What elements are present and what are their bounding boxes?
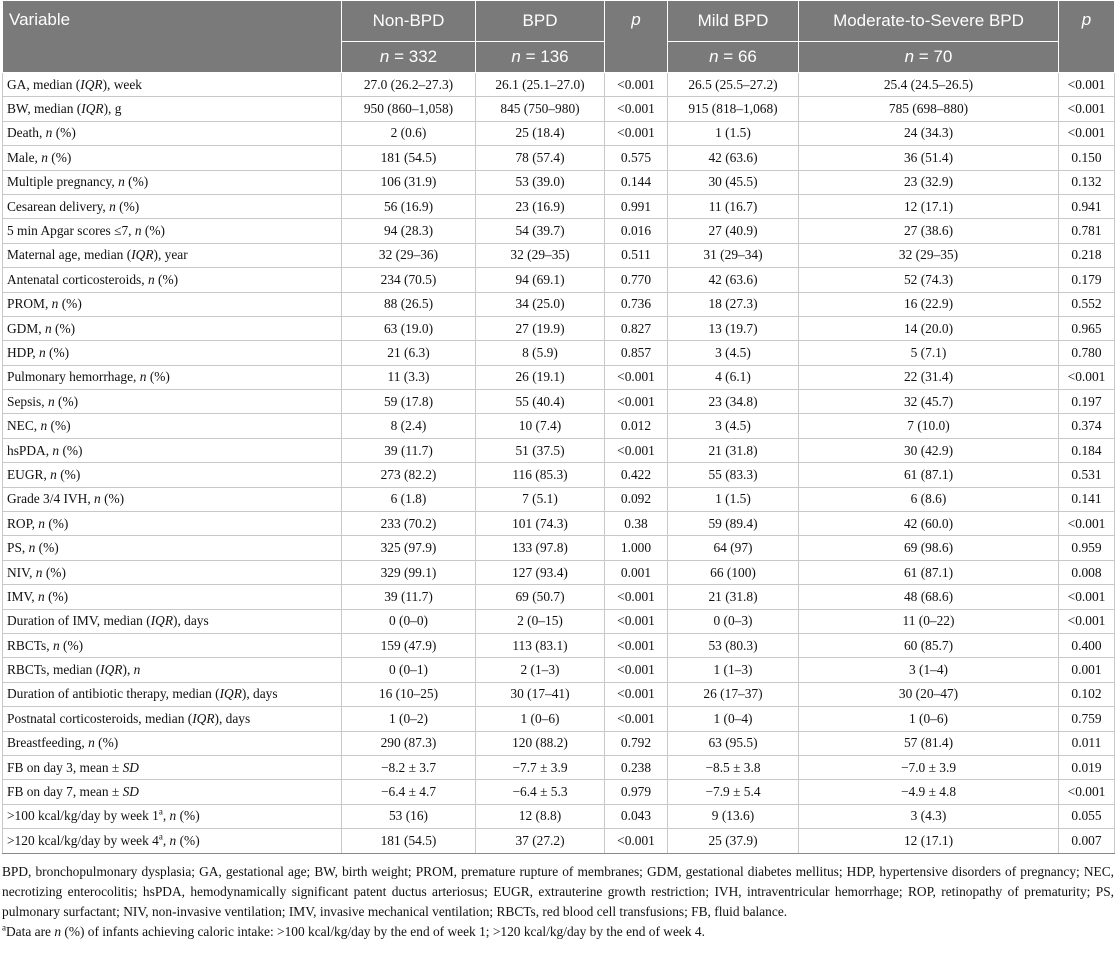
- cell-p-value: <0.001: [605, 609, 668, 633]
- cell-p-value: 0.511: [605, 243, 668, 267]
- cell-non-bpd: 106 (31.9): [342, 170, 476, 194]
- cell-non-bpd: 233 (70.2): [342, 512, 476, 536]
- cell-p-value: 0.422: [605, 463, 668, 487]
- cell-p-value: <0.001: [605, 97, 668, 121]
- cell-bpd: 53 (39.0): [476, 170, 605, 194]
- cell-non-bpd: 32 (29–36): [342, 243, 476, 267]
- cell-p-value: <0.001: [605, 438, 668, 462]
- header-n-non-bpd: [342, 42, 476, 73]
- table-row: [3, 512, 1115, 536]
- table-row: [3, 390, 1115, 414]
- cell-p-value-2: <0.001: [1059, 609, 1115, 633]
- cell-variable: RBCTs, n (%): [3, 633, 342, 657]
- cell-bpd: 23 (16.9): [476, 194, 605, 218]
- cell-mild-bpd: 30 (45.5): [668, 170, 799, 194]
- cell-bpd: 27 (19.9): [476, 316, 605, 340]
- cell-moderate-severe-bpd: 30 (42.9): [799, 438, 1059, 462]
- cell-p-value: <0.001: [605, 365, 668, 389]
- cell-moderate-severe-bpd: 69 (98.6): [799, 536, 1059, 560]
- cell-mild-bpd: 66 (100): [668, 560, 799, 584]
- cell-bpd: 34 (25.0): [476, 292, 605, 316]
- cell-mild-bpd: 59 (89.4): [668, 512, 799, 536]
- cell-mild-bpd: −8.5 ± 3.8: [668, 755, 799, 779]
- cell-bpd: 116 (85.3): [476, 463, 605, 487]
- n-value: n = 332: [379, 47, 438, 66]
- cell-p-value: 0.092: [605, 487, 668, 511]
- cell-moderate-severe-bpd: 61 (87.1): [799, 463, 1059, 487]
- table-row: [3, 243, 1115, 267]
- cell-non-bpd: 0 (0–1): [342, 658, 476, 682]
- table-row: [3, 316, 1115, 340]
- cell-p-value-2: 0.132: [1059, 170, 1115, 194]
- cell-mild-bpd: 23 (34.8): [668, 390, 799, 414]
- cell-bpd: 2 (1–3): [476, 658, 605, 682]
- cell-bpd: 133 (97.8): [476, 536, 605, 560]
- cell-moderate-severe-bpd: 12 (17.1): [799, 194, 1059, 218]
- cell-p-value: 0.043: [605, 804, 668, 828]
- cell-moderate-severe-bpd: 25.4 (24.5–26.5): [799, 73, 1059, 97]
- table-row: [3, 633, 1115, 657]
- table-row: [3, 219, 1115, 243]
- cell-non-bpd: 290 (87.3): [342, 731, 476, 755]
- cell-p-value: <0.001: [605, 829, 668, 853]
- cell-mild-bpd: −7.9 ± 5.4: [668, 780, 799, 804]
- cell-bpd: 845 (750–980): [476, 97, 605, 121]
- table-row: [3, 682, 1115, 706]
- cell-moderate-severe-bpd: 11 (0–22): [799, 609, 1059, 633]
- cell-non-bpd: 159 (47.9): [342, 633, 476, 657]
- cell-p-value-2: <0.001: [1059, 97, 1115, 121]
- table-row: [3, 268, 1115, 292]
- cell-p-value: <0.001: [605, 585, 668, 609]
- cell-p-value-2: 0.218: [1059, 243, 1115, 267]
- cell-moderate-severe-bpd: 14 (20.0): [799, 316, 1059, 340]
- cell-non-bpd: −8.2 ± 3.7: [342, 755, 476, 779]
- cell-p-value-2: 0.941: [1059, 194, 1115, 218]
- cell-variable: Duration of IMV, median (IQR), days: [3, 609, 342, 633]
- cell-p-value: 0.770: [605, 268, 668, 292]
- cell-moderate-severe-bpd: 60 (85.7): [799, 633, 1059, 657]
- cell-moderate-severe-bpd: 48 (68.6): [799, 585, 1059, 609]
- cell-bpd: 10 (7.4): [476, 414, 605, 438]
- cell-bpd: 2 (0–15): [476, 609, 605, 633]
- cell-bpd: 8 (5.9): [476, 341, 605, 365]
- table-row: [3, 341, 1115, 365]
- cell-mild-bpd: 18 (27.3): [668, 292, 799, 316]
- footnote-abbreviations: BPD, bronchopulmonary dysplasia; GA, gestational age; BW, birth weight; PROM, premature rupture of membranes; GDM, gestational diabetes mellitus; HDP, hypertensive disorders of pregnancy; NEC, necrotizing enterocolitis; hsPDA, hemodynamically significant patent ductus arteriosus; EUGR, extrauterine growth restriction; IVH, intraventricular hemorrhage; ROP, retinopathy of prematurity; PS, pulmonary surfactant; NIV, non-invasive ventilation; IMV, invasive mechanical ventilation; RBCTs, red blood cell transfusions; FB, fluid balance.: [2, 863, 1114, 919]
- cell-variable: NIV, n (%): [3, 560, 342, 584]
- cell-p-value-2: 0.019: [1059, 755, 1115, 779]
- cell-moderate-severe-bpd: 24 (34.3): [799, 121, 1059, 145]
- cell-p-value-2: <0.001: [1059, 780, 1115, 804]
- header-n-mild: [668, 42, 799, 73]
- cell-mild-bpd: 26 (17–37): [668, 682, 799, 706]
- cell-non-bpd: 950 (860–1,058): [342, 97, 476, 121]
- cell-p-value-2: 0.780: [1059, 341, 1115, 365]
- cell-variable: FB on day 3, mean ± SD: [3, 755, 342, 779]
- cell-moderate-severe-bpd: 42 (60.0): [799, 512, 1059, 536]
- cell-non-bpd: 329 (99.1): [342, 560, 476, 584]
- cell-p-value-2: 0.011: [1059, 731, 1115, 755]
- cell-non-bpd: −6.4 ± 4.7: [342, 780, 476, 804]
- table-row: [3, 731, 1115, 755]
- table-row: [3, 365, 1115, 389]
- cell-p-value-2: <0.001: [1059, 585, 1115, 609]
- cell-non-bpd: 325 (97.9): [342, 536, 476, 560]
- cell-p-value: 0.991: [605, 194, 668, 218]
- table-row: [3, 146, 1115, 170]
- cell-non-bpd: 181 (54.5): [342, 829, 476, 853]
- cell-mild-bpd: 1 (0–4): [668, 707, 799, 731]
- cell-bpd: −6.4 ± 5.3: [476, 780, 605, 804]
- cell-p-value-2: <0.001: [1059, 365, 1115, 389]
- cell-variable: EUGR, n (%): [3, 463, 342, 487]
- cell-variable: Death, n (%): [3, 121, 342, 145]
- table-row: [3, 804, 1115, 828]
- cell-mild-bpd: 21 (31.8): [668, 585, 799, 609]
- cell-p-value: 0.792: [605, 731, 668, 755]
- table-row: [3, 292, 1115, 316]
- header-p-label-2: p: [1081, 10, 1092, 29]
- cell-p-value-2: 0.759: [1059, 707, 1115, 731]
- cell-variable: Grade 3/4 IVH, n (%): [3, 487, 342, 511]
- cell-non-bpd: 16 (10–25): [342, 682, 476, 706]
- cell-moderate-severe-bpd: −4.9 ± 4.8: [799, 780, 1059, 804]
- table-row: [3, 487, 1115, 511]
- cell-p-value: 0.001: [605, 560, 668, 584]
- table-row: [3, 170, 1115, 194]
- cell-mild-bpd: 21 (31.8): [668, 438, 799, 462]
- header-moderate-severe-bpd: Moderate-to-Severe BPD: [799, 1, 1059, 42]
- header-row: [3, 1, 1115, 42]
- cell-mild-bpd: 53 (80.3): [668, 633, 799, 657]
- cell-bpd: 113 (83.1): [476, 633, 605, 657]
- cell-variable: 5 min Apgar scores ≤7, n (%): [3, 219, 342, 243]
- cell-moderate-severe-bpd: 3 (4.3): [799, 804, 1059, 828]
- table-row: [3, 780, 1115, 804]
- table-row: [3, 438, 1115, 462]
- cell-mild-bpd: 26.5 (25.5–27.2): [668, 73, 799, 97]
- cell-mild-bpd: 11 (16.7): [668, 194, 799, 218]
- table-row: [3, 414, 1115, 438]
- cell-moderate-severe-bpd: 16 (22.9): [799, 292, 1059, 316]
- cell-p-value: 0.38: [605, 512, 668, 536]
- cell-variable: Multiple pregnancy, n (%): [3, 170, 342, 194]
- cell-variable: Duration of antibiotic therapy, median (IQR), days: [3, 682, 342, 706]
- cell-p-value-2: 0.959: [1059, 536, 1115, 560]
- cell-variable: Maternal age, median (IQR), year: [3, 243, 342, 267]
- cell-non-bpd: 94 (28.3): [342, 219, 476, 243]
- cell-p-value-2: 0.400: [1059, 633, 1115, 657]
- cell-p-value-2: 0.141: [1059, 487, 1115, 511]
- cell-p-value-2: 0.001: [1059, 658, 1115, 682]
- cell-mild-bpd: 64 (97): [668, 536, 799, 560]
- cell-p-value: 0.827: [605, 316, 668, 340]
- cell-bpd: 54 (39.7): [476, 219, 605, 243]
- cell-bpd: 51 (37.5): [476, 438, 605, 462]
- cell-p-value: <0.001: [605, 658, 668, 682]
- cell-variable: PROM, n (%): [3, 292, 342, 316]
- table-row: [3, 463, 1115, 487]
- cell-moderate-severe-bpd: 32 (29–35): [799, 243, 1059, 267]
- table-row: [3, 609, 1115, 633]
- cell-variable: Male, n (%): [3, 146, 342, 170]
- cell-variable: Pulmonary hemorrhage, n (%): [3, 365, 342, 389]
- cell-bpd: 101 (74.3): [476, 512, 605, 536]
- cell-non-bpd: 181 (54.5): [342, 146, 476, 170]
- cell-mild-bpd: 25 (37.9): [668, 829, 799, 853]
- cell-moderate-severe-bpd: 3 (1–4): [799, 658, 1059, 682]
- cell-mild-bpd: 31 (29–34): [668, 243, 799, 267]
- cell-p-value: 1.000: [605, 536, 668, 560]
- cell-mild-bpd: 1 (1–3): [668, 658, 799, 682]
- cell-p-value-2: 0.008: [1059, 560, 1115, 584]
- cell-non-bpd: 39 (11.7): [342, 438, 476, 462]
- cell-mild-bpd: 55 (83.3): [668, 463, 799, 487]
- cell-bpd: 37 (27.2): [476, 829, 605, 853]
- cell-variable: >100 kcal/kg/day by week 1$^a$, n (%): [3, 804, 342, 828]
- table-row: [3, 536, 1115, 560]
- cell-moderate-severe-bpd: 5 (7.1): [799, 341, 1059, 365]
- cell-bpd: 12 (8.8): [476, 804, 605, 828]
- cell-variable: NEC, n (%): [3, 414, 342, 438]
- cell-mild-bpd: 13 (19.7): [668, 316, 799, 340]
- cell-mild-bpd: 9 (13.6): [668, 804, 799, 828]
- cell-p-value-2: 0.007: [1059, 829, 1115, 853]
- cell-p-value-2: <0.001: [1059, 73, 1115, 97]
- cell-variable: >120 kcal/kg/day by week 4$^a$, n (%): [3, 829, 342, 853]
- cell-moderate-severe-bpd: 23 (32.9): [799, 170, 1059, 194]
- cell-p-value-2: 0.374: [1059, 414, 1115, 438]
- table-row: [3, 658, 1115, 682]
- cell-mild-bpd: 4 (6.1): [668, 365, 799, 389]
- header-p-value: [605, 1, 668, 73]
- cell-non-bpd: 53 (16): [342, 804, 476, 828]
- cell-p-value-2: 0.531: [1059, 463, 1115, 487]
- cell-variable: HDP, n (%): [3, 341, 342, 365]
- cell-p-value-2: 0.102: [1059, 682, 1115, 706]
- cell-mild-bpd: 27 (40.9): [668, 219, 799, 243]
- cell-p-value-2: 0.781: [1059, 219, 1115, 243]
- cell-moderate-severe-bpd: 12 (17.1): [799, 829, 1059, 853]
- cell-p-value-2: 0.055: [1059, 804, 1115, 828]
- cell-mild-bpd: 3 (4.5): [668, 341, 799, 365]
- cell-variable: Cesarean delivery, n (%): [3, 194, 342, 218]
- cell-non-bpd: 0 (0–0): [342, 609, 476, 633]
- cell-p-value: 0.016: [605, 219, 668, 243]
- cell-p-value-2: 0.184: [1059, 438, 1115, 462]
- cell-p-value: 0.979: [605, 780, 668, 804]
- cell-moderate-severe-bpd: −7.0 ± 3.9: [799, 755, 1059, 779]
- cell-p-value: <0.001: [605, 390, 668, 414]
- cell-moderate-severe-bpd: 36 (51.4): [799, 146, 1059, 170]
- cell-variable: Postnatal corticosteroids, median (IQR), days: [3, 707, 342, 731]
- cell-bpd: 69 (50.7): [476, 585, 605, 609]
- cell-moderate-severe-bpd: 30 (20–47): [799, 682, 1059, 706]
- cell-mild-bpd: 915 (818–1,068): [668, 97, 799, 121]
- cell-non-bpd: 39 (11.7): [342, 585, 476, 609]
- header-p-label: p: [631, 10, 641, 29]
- cell-non-bpd: 273 (82.2): [342, 463, 476, 487]
- table-row: [3, 194, 1115, 218]
- cell-variable: GA, median (IQR), week: [3, 73, 342, 97]
- cell-p-value: <0.001: [605, 73, 668, 97]
- cell-mild-bpd: 63 (95.5): [668, 731, 799, 755]
- cell-bpd: 26.1 (25.1–27.0): [476, 73, 605, 97]
- cell-p-value-2: <0.001: [1059, 512, 1115, 536]
- table-row: [3, 121, 1115, 145]
- cell-non-bpd: 6 (1.8): [342, 487, 476, 511]
- cell-mild-bpd: 0 (0–3): [668, 609, 799, 633]
- table-row: [3, 707, 1115, 731]
- table-row: [3, 585, 1115, 609]
- cell-p-value: <0.001: [605, 633, 668, 657]
- cell-moderate-severe-bpd: 7 (10.0): [799, 414, 1059, 438]
- cell-p-value: 0.144: [605, 170, 668, 194]
- cell-variable: BW, median (IQR), g: [3, 97, 342, 121]
- table-row: [3, 560, 1115, 584]
- cell-mild-bpd: 3 (4.5): [668, 414, 799, 438]
- cell-bpd: 55 (40.4): [476, 390, 605, 414]
- cell-bpd: 32 (29–35): [476, 243, 605, 267]
- n-value: n = 66: [709, 47, 757, 66]
- cell-bpd: 78 (57.4): [476, 146, 605, 170]
- n-value: n = 136: [511, 47, 569, 66]
- cell-non-bpd: 56 (16.9): [342, 194, 476, 218]
- footnote-note-text: Data are n (%) of infants achieving caloric intake: >100 kcal/kg/day by the end of week 1; >120 kcal/kg/day by the end of week 4.: [6, 923, 705, 939]
- results-table: [2, 0, 1115, 854]
- cell-bpd: 7 (5.1): [476, 487, 605, 511]
- cell-p-value: 0.012: [605, 414, 668, 438]
- cell-non-bpd: 11 (3.3): [342, 365, 476, 389]
- cell-mild-bpd: 1 (1.5): [668, 121, 799, 145]
- cell-moderate-severe-bpd: 785 (698–880): [799, 97, 1059, 121]
- cell-moderate-severe-bpd: 61 (87.1): [799, 560, 1059, 584]
- cell-p-value-2: 0.150: [1059, 146, 1115, 170]
- cell-non-bpd: 59 (17.8): [342, 390, 476, 414]
- header-n-bpd: [476, 42, 605, 73]
- cell-p-value: 0.238: [605, 755, 668, 779]
- cell-p-value-2: 0.179: [1059, 268, 1115, 292]
- cell-non-bpd: 1 (0–2): [342, 707, 476, 731]
- cell-moderate-severe-bpd: 52 (74.3): [799, 268, 1059, 292]
- footnote-note: [2, 922, 1114, 942]
- cell-moderate-severe-bpd: 32 (45.7): [799, 390, 1059, 414]
- cell-bpd: −7.7 ± 3.9: [476, 755, 605, 779]
- cell-variable: GDM, n (%): [3, 316, 342, 340]
- cell-mild-bpd: 42 (63.6): [668, 268, 799, 292]
- cell-p-value: <0.001: [605, 682, 668, 706]
- cell-non-bpd: 234 (70.5): [342, 268, 476, 292]
- cell-p-value-2: 0.197: [1059, 390, 1115, 414]
- cell-bpd: 127 (93.4): [476, 560, 605, 584]
- cell-p-value-2: 0.965: [1059, 316, 1115, 340]
- cell-non-bpd: 63 (19.0): [342, 316, 476, 340]
- cell-p-value: 0.575: [605, 146, 668, 170]
- cell-mild-bpd: 1 (1.5): [668, 487, 799, 511]
- cell-p-value-2: <0.001: [1059, 121, 1115, 145]
- table-body: [3, 73, 1115, 854]
- cell-p-value: <0.001: [605, 121, 668, 145]
- header-n-moderate-severe: [799, 42, 1059, 73]
- cell-bpd: 120 (88.2): [476, 731, 605, 755]
- cell-bpd: 25 (18.4): [476, 121, 605, 145]
- cell-non-bpd: 8 (2.4): [342, 414, 476, 438]
- cell-bpd: 1 (0–6): [476, 707, 605, 731]
- cell-variable: FB on day 7, mean ± SD: [3, 780, 342, 804]
- cell-p-value: 0.736: [605, 292, 668, 316]
- cell-non-bpd: 27.0 (26.2–27.3): [342, 73, 476, 97]
- table-row: [3, 829, 1115, 853]
- cell-bpd: 30 (17–41): [476, 682, 605, 706]
- cell-bpd: 26 (19.1): [476, 365, 605, 389]
- cell-non-bpd: 88 (26.5): [342, 292, 476, 316]
- cell-moderate-severe-bpd: 6 (8.6): [799, 487, 1059, 511]
- header-bpd: BPD: [476, 1, 605, 42]
- n-value: n = 70: [904, 47, 953, 66]
- cell-variable: Breastfeeding, n (%): [3, 731, 342, 755]
- cell-moderate-severe-bpd: 57 (81.4): [799, 731, 1059, 755]
- cell-variable: RBCTs, median (IQR), n: [3, 658, 342, 682]
- footnote-marker: a: [2, 922, 6, 933]
- table-row: [3, 755, 1115, 779]
- header-non-bpd: Non-BPD: [342, 1, 476, 42]
- header-variable: Variable: [3, 1, 342, 73]
- cell-variable: IMV, n (%): [3, 585, 342, 609]
- cell-non-bpd: 2 (0.6): [342, 121, 476, 145]
- table-row: [3, 73, 1115, 97]
- cell-variable: hsPDA, n (%): [3, 438, 342, 462]
- cell-variable: Sepsis, n (%): [3, 390, 342, 414]
- cell-p-value: 0.857: [605, 341, 668, 365]
- cell-moderate-severe-bpd: 22 (31.4): [799, 365, 1059, 389]
- header-p-value-2: [1059, 1, 1115, 73]
- cell-bpd: 94 (69.1): [476, 268, 605, 292]
- cell-moderate-severe-bpd: 1 (0–6): [799, 707, 1059, 731]
- cell-mild-bpd: 42 (63.6): [668, 146, 799, 170]
- table-row: [3, 97, 1115, 121]
- cell-p-value: <0.001: [605, 707, 668, 731]
- cell-variable: Antenatal corticosteroids, n (%): [3, 268, 342, 292]
- cell-moderate-severe-bpd: 27 (38.6): [799, 219, 1059, 243]
- cell-variable: PS, n (%): [3, 536, 342, 560]
- cell-non-bpd: 21 (6.3): [342, 341, 476, 365]
- cell-variable: ROP, n (%): [3, 512, 342, 536]
- cell-p-value-2: 0.552: [1059, 292, 1115, 316]
- header-mild-bpd: Mild BPD: [668, 1, 799, 42]
